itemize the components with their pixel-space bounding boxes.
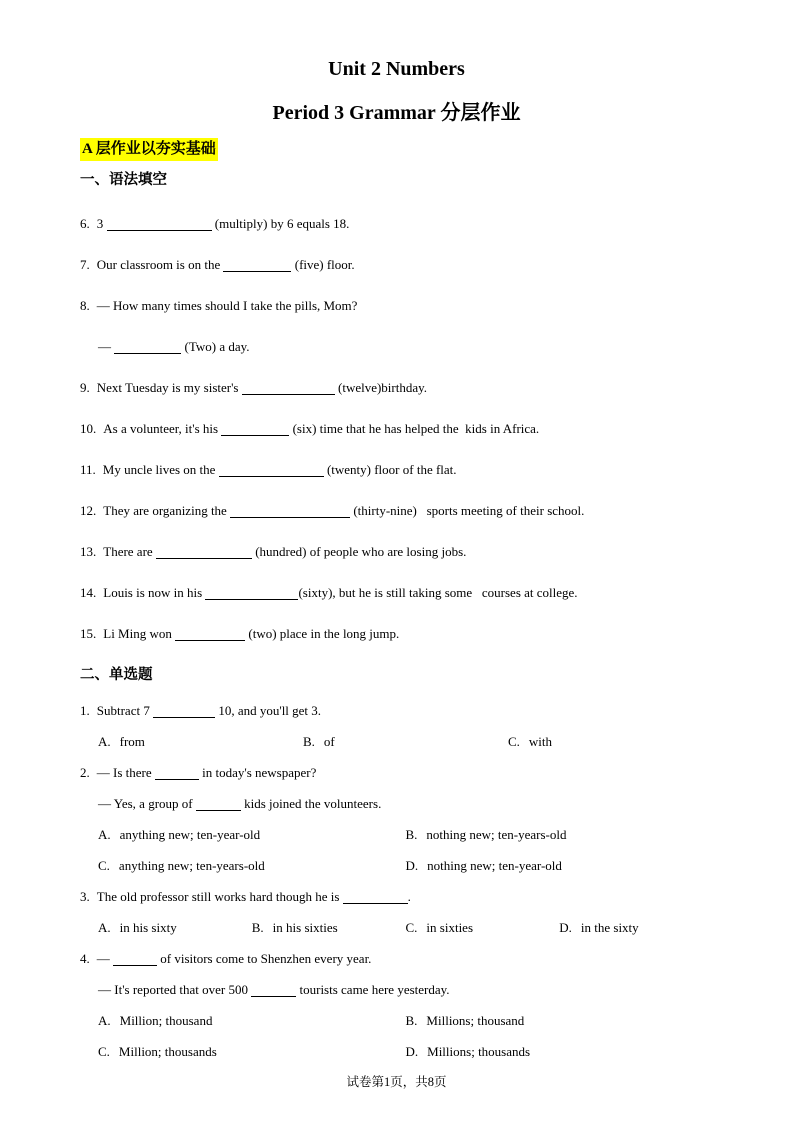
- option-text: nothing new; ten-years-old: [426, 827, 567, 842]
- option-item: [98, 1043, 406, 1060]
- question-text: Li Ming won: [103, 626, 176, 641]
- question-text: —: [96, 951, 113, 966]
- option-item: [98, 857, 406, 874]
- question-text: (multiply) by 6 equals 18.: [211, 216, 350, 231]
- option-text: in sixties: [426, 920, 474, 935]
- section-grammar-heading: 一、语法填空: [80, 172, 167, 188]
- answer-blank: [107, 217, 212, 231]
- option-label: A.: [98, 734, 111, 749]
- option-label: B.: [251, 920, 264, 935]
- option-item: [98, 1012, 406, 1029]
- question-row: [80, 702, 713, 719]
- question-text: (six) time that he has helped the kids in Africa.: [289, 421, 540, 436]
- answer-blank: [251, 983, 296, 997]
- option-text: Millions; thousands: [427, 1044, 531, 1059]
- multiple-choice-questions: [80, 702, 713, 1060]
- question-row: [80, 256, 713, 273]
- option-text: in the sixty: [580, 920, 639, 935]
- question-text: tourists came here yesterday.: [296, 982, 450, 997]
- question-row: [80, 420, 713, 437]
- answer-blank: [113, 952, 157, 966]
- option-label: A.: [98, 920, 111, 935]
- question-text: — It's reported that over 500: [98, 982, 252, 997]
- answer-blank: [221, 422, 289, 436]
- question-text: Subtract 7: [96, 703, 154, 718]
- question-text: — How many times should I take the pills, Mom?: [96, 298, 358, 313]
- question-number: 8.: [80, 298, 90, 313]
- answer-blank: [219, 463, 324, 477]
- question-number: 10.: [80, 421, 97, 436]
- answer-blank: [153, 704, 215, 718]
- section-choice-heading: 二、单选题: [80, 667, 153, 683]
- option-label: C.: [98, 1044, 110, 1059]
- question-continuation-row: [80, 981, 713, 998]
- option-text: nothing new; ten-year-old: [427, 858, 562, 873]
- option-label: B.: [405, 827, 418, 842]
- question-row: [80, 502, 713, 519]
- option-item: [303, 733, 508, 750]
- option-item: [98, 919, 252, 936]
- question-text: They are organizing the: [103, 503, 231, 518]
- option-text: from: [119, 734, 145, 749]
- option-label: A.: [98, 827, 111, 842]
- options-row: [98, 919, 713, 936]
- question-text: (five) floor.: [291, 257, 355, 272]
- option-label: C.: [405, 920, 418, 935]
- doc-title: Unit 2 Numbers: [328, 58, 465, 80]
- option-label: D.: [559, 920, 572, 935]
- option-text: Million; thousand: [119, 1013, 213, 1028]
- question-text: There are: [103, 544, 156, 559]
- question-text: .: [407, 889, 411, 904]
- question-number: 13.: [80, 544, 97, 559]
- question-row: [80, 379, 713, 396]
- option-item: [98, 733, 303, 750]
- question-row: [80, 764, 713, 781]
- question-text: 3: [96, 216, 107, 231]
- question-text: (thirty-nine) sports meeting of their school.: [350, 503, 585, 518]
- option-text: Million; thousands: [118, 1044, 217, 1059]
- options-row: [98, 733, 713, 750]
- question-number: 9.: [80, 380, 90, 395]
- option-item: [252, 919, 406, 936]
- option-item: [559, 919, 713, 936]
- footer-page-number: 试卷第1页，共8页: [346, 1075, 447, 1089]
- doc-subtitle: Period 3 Grammar 分层作业: [272, 102, 521, 124]
- answer-blank: [205, 586, 298, 600]
- option-item: [508, 733, 713, 750]
- option-item: [406, 1012, 714, 1029]
- option-item: [406, 826, 714, 843]
- option-text: anything new; ten-years-old: [118, 858, 265, 873]
- question-text: As a volunteer, it's his: [103, 421, 222, 436]
- question-text: (twelve)birthday.: [334, 380, 428, 395]
- options-row: [98, 1012, 713, 1060]
- question-row: [80, 950, 713, 967]
- question-text: in today's newspaper?: [198, 765, 317, 780]
- question-row: [80, 888, 713, 905]
- question-row: [80, 297, 713, 314]
- question-text: kids joined the volunteers.: [240, 796, 382, 811]
- level-banner-row: [80, 138, 713, 161]
- options-row: [98, 826, 713, 874]
- option-item: [98, 826, 406, 843]
- question-row: [80, 215, 713, 232]
- option-label: D.: [405, 1044, 419, 1059]
- answer-blank: [223, 258, 291, 272]
- question-text: (twenty) floor of the flat.: [323, 462, 457, 477]
- answer-blank: [156, 545, 252, 559]
- question-text: (sixty), but he is still taking some courses at college.: [298, 585, 578, 600]
- option-label: D.: [405, 858, 419, 873]
- question-text: — Yes, a group of: [98, 796, 196, 811]
- question-text: —: [98, 339, 115, 354]
- question-continuation-row: [80, 338, 713, 355]
- question-text: — Is there: [96, 765, 155, 780]
- answer-blank: [343, 890, 408, 904]
- answer-blank: [175, 627, 245, 641]
- question-text: 10, and you'll get 3.: [215, 703, 322, 718]
- question-continuation-row: [80, 795, 713, 812]
- answer-blank: [155, 766, 199, 780]
- question-row: [80, 461, 713, 478]
- question-text: of visitors come to Shenzhen every year.: [157, 951, 372, 966]
- option-text: anything new; ten-year-old: [119, 827, 261, 842]
- level-a-banner: A 层作业以夯实基础: [80, 138, 218, 161]
- question-text: My uncle lives on the: [102, 462, 219, 477]
- question-number: 2.: [80, 765, 90, 780]
- option-text: in his sixties: [272, 920, 338, 935]
- option-text: with: [528, 734, 553, 749]
- question-number: 12.: [80, 503, 97, 518]
- option-label: A.: [98, 1013, 111, 1028]
- option-text: in his sixty: [119, 920, 177, 935]
- grammar-fill-questions: [80, 215, 713, 642]
- question-number: 3.: [80, 889, 90, 904]
- option-text: Millions; thousand: [426, 1013, 525, 1028]
- question-text: (Two) a day.: [181, 339, 250, 354]
- question-number: 7.: [80, 257, 90, 272]
- question-number: 15.: [80, 626, 97, 641]
- answer-blank: [242, 381, 335, 395]
- question-text: Our classroom is on the: [96, 257, 224, 272]
- answer-blank: [230, 504, 350, 518]
- question-text: (hundred) of people who are losing jobs.: [251, 544, 467, 559]
- question-number: 14.: [80, 585, 97, 600]
- question-text: The old professor still works hard though he is: [96, 889, 343, 904]
- question-text: (two) place in the long jump.: [245, 626, 400, 641]
- option-label: C.: [508, 734, 520, 749]
- question-row: [80, 625, 713, 642]
- option-item: [406, 1043, 714, 1060]
- option-label: B.: [405, 1013, 418, 1028]
- question-number: 6.: [80, 216, 90, 231]
- question-text: Next Tuesday is my sister's: [96, 380, 242, 395]
- question-number: 4.: [80, 951, 90, 966]
- question-row: [80, 543, 713, 560]
- question-row: [80, 584, 713, 601]
- question-number: 1.: [80, 703, 90, 718]
- option-item: [406, 857, 714, 874]
- answer-blank: [196, 797, 241, 811]
- question-text: Louis is now in his: [103, 585, 206, 600]
- answer-blank: [114, 340, 181, 354]
- option-item: [406, 919, 560, 936]
- question-number: 11.: [80, 462, 96, 477]
- option-text: of: [323, 734, 335, 749]
- option-label: C.: [98, 858, 110, 873]
- option-label: B.: [303, 734, 315, 749]
